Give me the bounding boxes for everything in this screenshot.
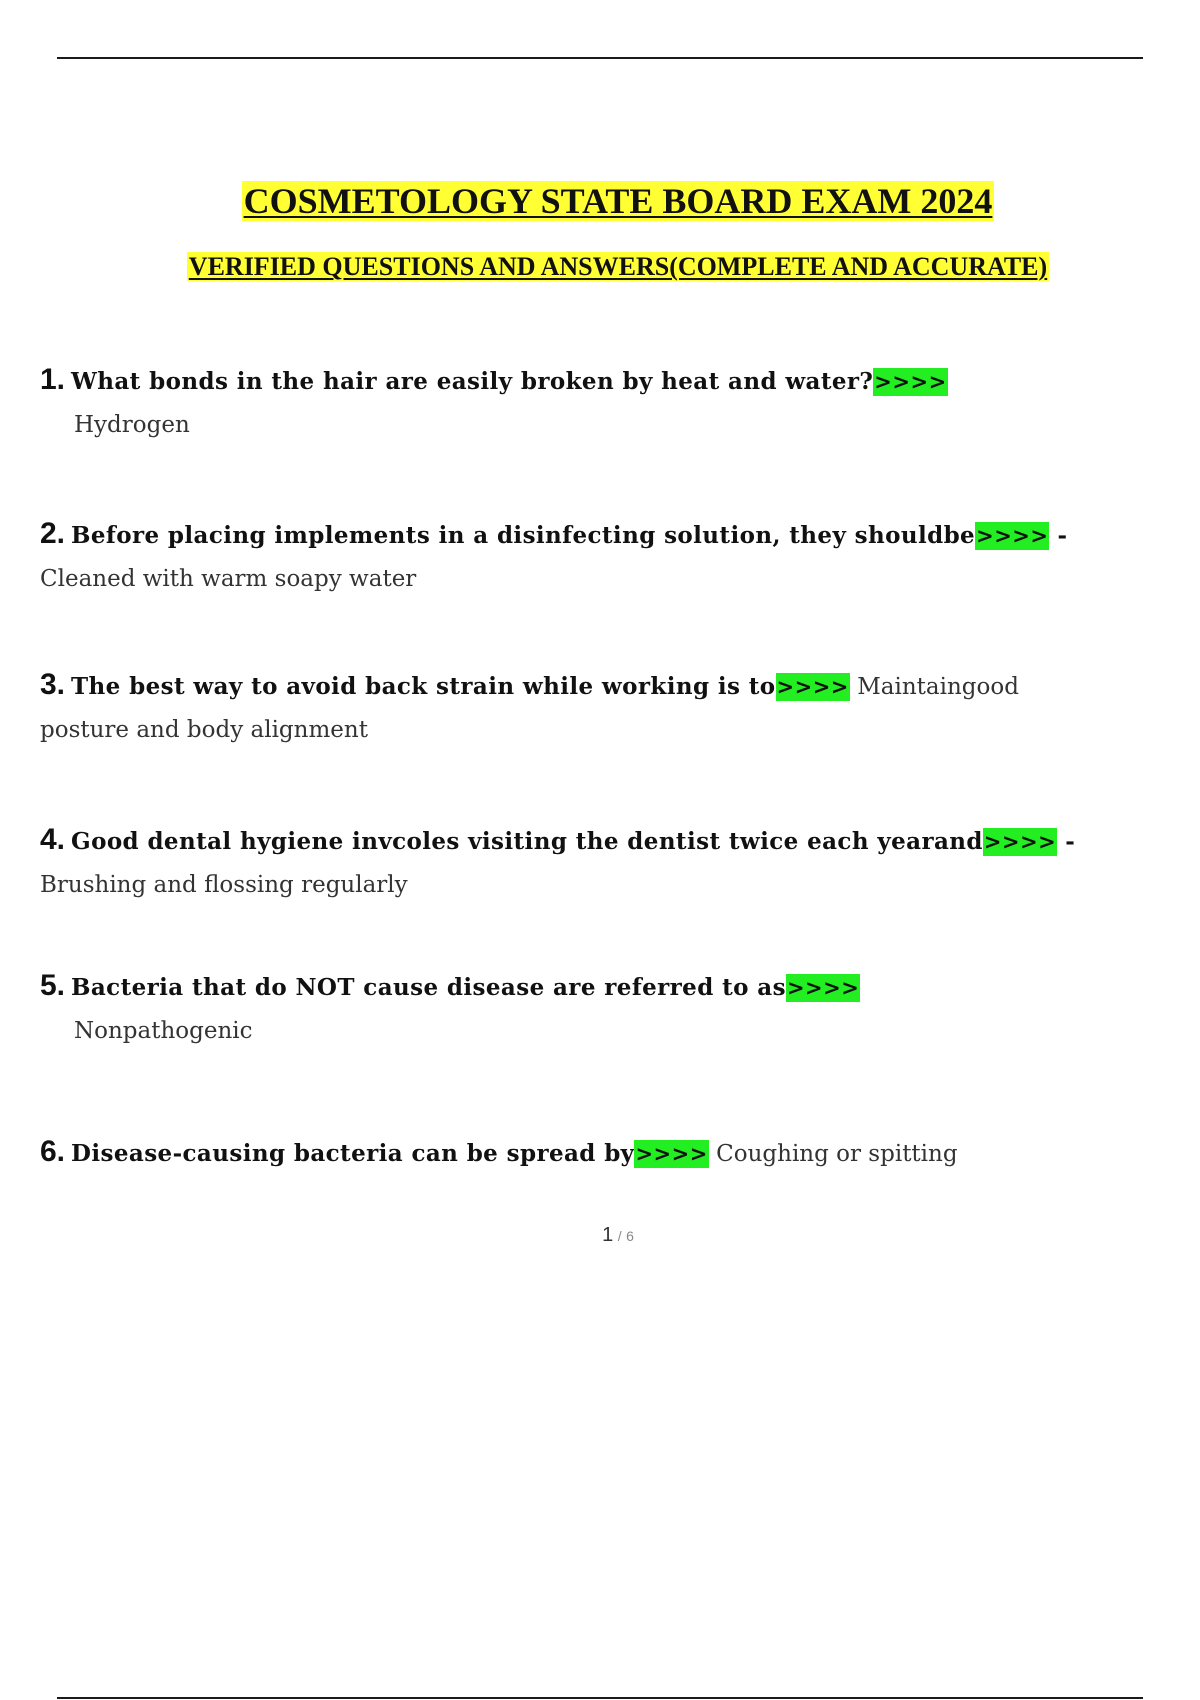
- answer-marker: >>>>: [635, 1142, 708, 1166]
- answer-text: Brushing and flossing regularly: [40, 872, 408, 898]
- question-text: What bonds in the hair are easily broken by heat and water?: [71, 368, 874, 395]
- answer-text: Maintaingood posture and body alignment: [40, 674, 1019, 743]
- top-rule: [57, 57, 1143, 59]
- answer-text: Cleaned with warm soapy water: [40, 566, 417, 592]
- question-item-3: [40, 663, 1100, 752]
- question-text: The best way to avoid back strain while working is to: [71, 673, 776, 700]
- answer-marker: >>>>: [874, 370, 947, 394]
- answer-marker: >>>>: [983, 830, 1057, 854]
- document-title-block: [0, 180, 1200, 222]
- answer-marker: >>>>: [786, 976, 860, 1000]
- bottom-rule: [57, 1697, 1143, 1699]
- document-subtitle: VERIFIED QUESTIONS AND ANSWERS(COMPLETE AND ACCURATE): [188, 252, 1048, 281]
- question-number: 5.: [40, 969, 66, 1002]
- current-page: 1: [602, 1224, 614, 1246]
- question-number: 4.: [40, 823, 66, 856]
- answer-dash: -: [1057, 522, 1068, 549]
- question-number: 6.: [40, 1135, 66, 1168]
- question-text: Disease-causing bacteria can be spread by: [71, 1140, 635, 1167]
- question-number: 1.: [40, 363, 66, 396]
- question-item-1: [40, 358, 1150, 447]
- question-text: Good dental hygiene invcoles visiting the dentist twice each yearand: [71, 828, 983, 855]
- answer-marker: >>>>: [976, 524, 1049, 548]
- question-item-4: [40, 818, 1150, 907]
- question-number: 2.: [40, 517, 66, 550]
- document-title: COSMETOLOGY STATE BOARD EXAM 2024: [243, 181, 993, 221]
- question-item-5: [40, 964, 1150, 1053]
- question-item-2: [40, 512, 1150, 601]
- answer-dash: -: [1065, 828, 1075, 855]
- question-number: 3.: [40, 668, 66, 701]
- page-separator: /: [617, 1228, 622, 1244]
- page-indicator: [0, 1224, 1200, 1247]
- answer-marker: >>>>: [776, 675, 849, 699]
- question-text: Before placing implements in a disinfecting solution, they shouldbe: [71, 522, 976, 549]
- answer-text: Nonpathogenic: [74, 1018, 253, 1044]
- answer-text: Hydrogen: [74, 412, 190, 438]
- document-subtitle-block: [0, 252, 1200, 282]
- answer-text: Coughing or spitting: [716, 1141, 958, 1167]
- total-pages: 6: [626, 1228, 634, 1244]
- question-item-6: [40, 1130, 1150, 1176]
- question-text: Bacteria that do NOT cause disease are referred to as: [71, 974, 786, 1001]
